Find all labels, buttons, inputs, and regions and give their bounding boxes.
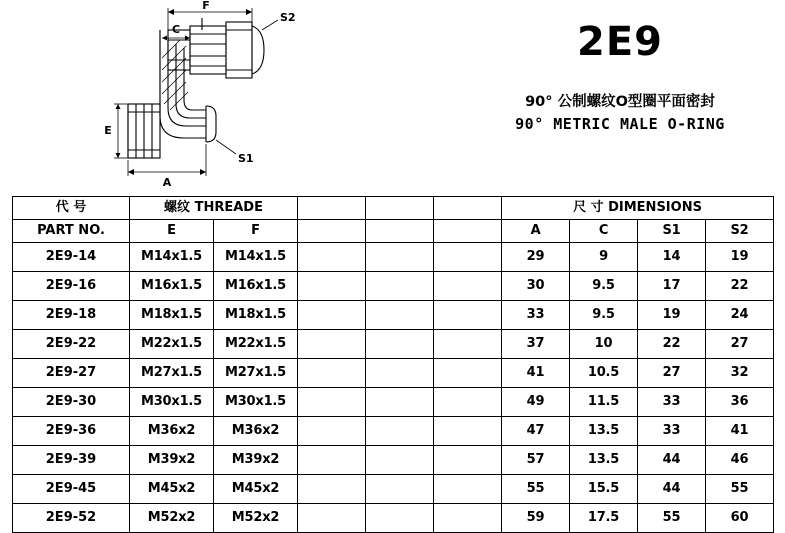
cell-blank-2 xyxy=(366,301,434,330)
cell-dim-c: 9.5 xyxy=(570,301,638,330)
cell-part-no: 2E9-52 xyxy=(13,504,130,533)
cell-dim-s2: 55 xyxy=(706,475,774,504)
drawing-label-c: C xyxy=(171,23,181,36)
header-blank-1 xyxy=(298,197,366,220)
cell-thread-e: M22x1.5 xyxy=(130,330,214,359)
subtitle-chinese: 90° 公制螺纹O型圈平面密封 xyxy=(525,94,715,110)
table-row xyxy=(13,446,774,475)
drawing-label-e: E xyxy=(104,124,112,137)
cell-part-no: 2E9-16 xyxy=(13,272,130,301)
table-row xyxy=(13,417,774,446)
fitting-drawing xyxy=(40,0,340,190)
header-code-cn: 代 号 xyxy=(13,197,130,220)
cell-dim-s2: 41 xyxy=(706,417,774,446)
cell-dim-c: 9.5 xyxy=(570,272,638,301)
cell-blank-3 xyxy=(434,359,502,388)
header-thread-e: E xyxy=(130,220,214,243)
header-blank-2 xyxy=(366,197,434,220)
header-blank-4 xyxy=(298,220,366,243)
cell-thread-f: M18x1.5 xyxy=(214,301,298,330)
table-row xyxy=(13,243,774,272)
cell-thread-e: M16x1.5 xyxy=(130,272,214,301)
table-row xyxy=(13,504,774,533)
cell-dim-s2: 24 xyxy=(706,301,774,330)
cell-thread-f: M27x1.5 xyxy=(214,359,298,388)
table-row xyxy=(13,388,774,417)
cell-dim-c: 13.5 xyxy=(570,417,638,446)
cell-blank-3 xyxy=(434,301,502,330)
table-row xyxy=(13,475,774,504)
cell-dim-s1: 33 xyxy=(638,417,706,446)
cell-blank-1 xyxy=(298,417,366,446)
cell-blank-1 xyxy=(298,388,366,417)
cell-dim-s2: 19 xyxy=(706,243,774,272)
cell-dim-s2: 36 xyxy=(706,388,774,417)
cell-dim-s1: 55 xyxy=(638,504,706,533)
cell-blank-1 xyxy=(298,330,366,359)
cell-dim-s1: 27 xyxy=(638,359,706,388)
cell-thread-e: M27x1.5 xyxy=(130,359,214,388)
cell-blank-1 xyxy=(298,301,366,330)
table-row xyxy=(13,359,774,388)
cell-dim-s2: 46 xyxy=(706,446,774,475)
cell-dim-a: 29 xyxy=(502,243,570,272)
cell-dim-a: 49 xyxy=(502,388,570,417)
cell-thread-f: M22x1.5 xyxy=(214,330,298,359)
specification-table xyxy=(12,196,774,533)
cell-dim-s1: 44 xyxy=(638,446,706,475)
cell-dim-s2: 27 xyxy=(706,330,774,359)
cell-blank-3 xyxy=(434,446,502,475)
header-dim-s1: S1 xyxy=(638,220,706,243)
cell-dim-a: 47 xyxy=(502,417,570,446)
cell-thread-e: M36x2 xyxy=(130,417,214,446)
cell-dim-s1: 33 xyxy=(638,388,706,417)
cell-blank-3 xyxy=(434,330,502,359)
cell-dim-a: 30 xyxy=(502,272,570,301)
header-dimensions-group: 尺 寸 DIMENSIONS xyxy=(502,197,774,220)
cell-thread-e: M52x2 xyxy=(130,504,214,533)
cell-thread-e: M14x1.5 xyxy=(130,243,214,272)
cell-part-no: 2E9-27 xyxy=(13,359,130,388)
cell-blank-1 xyxy=(298,446,366,475)
header-blank-3 xyxy=(434,197,502,220)
header-dim-s2: S2 xyxy=(706,220,774,243)
table-row xyxy=(13,330,774,359)
cell-dim-c: 10 xyxy=(570,330,638,359)
header-thread-f: F xyxy=(214,220,298,243)
cell-dim-a: 37 xyxy=(502,330,570,359)
drawing-label-s1: S1 xyxy=(238,152,254,165)
cell-dim-s1: 14 xyxy=(638,243,706,272)
cell-blank-3 xyxy=(434,475,502,504)
cell-dim-c: 9 xyxy=(570,243,638,272)
cell-dim-s2: 60 xyxy=(706,504,774,533)
cell-dim-c: 17.5 xyxy=(570,504,638,533)
drawing-label-s2: S2 xyxy=(280,11,296,24)
cell-blank-1 xyxy=(298,359,366,388)
cell-dim-c: 15.5 xyxy=(570,475,638,504)
cell-dim-s2: 22 xyxy=(706,272,774,301)
cell-thread-e: M39x2 xyxy=(130,446,214,475)
table-row xyxy=(13,272,774,301)
drawing-label-a: A xyxy=(162,176,172,189)
cell-thread-e: M18x1.5 xyxy=(130,301,214,330)
cell-dim-a: 57 xyxy=(502,446,570,475)
cell-blank-1 xyxy=(298,475,366,504)
cell-dim-a: 59 xyxy=(502,504,570,533)
cell-thread-f: M45x2 xyxy=(214,475,298,504)
drawing-label-f: F xyxy=(202,0,210,12)
title-block xyxy=(470,18,770,134)
cell-part-no: 2E9-22 xyxy=(13,330,130,359)
cell-part-no: 2E9-45 xyxy=(13,475,130,504)
header-blank-6 xyxy=(434,220,502,243)
cell-dim-c: 10.5 xyxy=(570,359,638,388)
cell-thread-f: M36x2 xyxy=(214,417,298,446)
cell-thread-f: M30x1.5 xyxy=(214,388,298,417)
cell-dim-a: 41 xyxy=(502,359,570,388)
cell-blank-2 xyxy=(366,504,434,533)
table-row xyxy=(13,301,774,330)
cell-dim-s1: 44 xyxy=(638,475,706,504)
cell-dim-a: 33 xyxy=(502,301,570,330)
cell-part-no: 2E9-18 xyxy=(13,301,130,330)
cell-dim-s1: 19 xyxy=(638,301,706,330)
cell-blank-2 xyxy=(366,330,434,359)
header-blank-5 xyxy=(366,220,434,243)
header-dim-a: A xyxy=(502,220,570,243)
cell-thread-f: M16x1.5 xyxy=(214,272,298,301)
cell-part-no: 2E9-14 xyxy=(13,243,130,272)
cell-blank-2 xyxy=(366,417,434,446)
page-title: 2E9 xyxy=(577,19,663,65)
header-thread-group: 螺纹 THREADE xyxy=(130,197,298,220)
table-header-row-2 xyxy=(13,220,774,243)
cell-part-no: 2E9-39 xyxy=(13,446,130,475)
cell-blank-3 xyxy=(434,388,502,417)
cell-blank-1 xyxy=(298,504,366,533)
cell-dim-s1: 17 xyxy=(638,272,706,301)
cell-blank-3 xyxy=(434,504,502,533)
cell-blank-1 xyxy=(298,243,366,272)
cell-dim-a: 55 xyxy=(502,475,570,504)
cell-thread-e: M30x1.5 xyxy=(130,388,214,417)
cell-thread-e: M45x2 xyxy=(130,475,214,504)
table-header-row-1 xyxy=(13,197,774,220)
header-dim-c: C xyxy=(570,220,638,243)
subtitle-english: 90° METRIC MALE O-RING xyxy=(515,115,725,133)
cell-thread-f: M39x2 xyxy=(214,446,298,475)
cell-blank-3 xyxy=(434,272,502,301)
cell-blank-2 xyxy=(366,446,434,475)
header-part-no: PART NO. xyxy=(13,220,130,243)
cell-dim-c: 11.5 xyxy=(570,388,638,417)
cell-blank-1 xyxy=(298,272,366,301)
cell-part-no: 2E9-36 xyxy=(13,417,130,446)
cell-dim-s2: 32 xyxy=(706,359,774,388)
cell-blank-2 xyxy=(366,388,434,417)
cell-blank-2 xyxy=(366,243,434,272)
cell-blank-2 xyxy=(366,359,434,388)
cell-blank-2 xyxy=(366,272,434,301)
cell-blank-2 xyxy=(366,475,434,504)
cell-dim-s1: 22 xyxy=(638,330,706,359)
cell-thread-f: M14x1.5 xyxy=(214,243,298,272)
cell-thread-f: M52x2 xyxy=(214,504,298,533)
cell-dim-c: 13.5 xyxy=(570,446,638,475)
header-area xyxy=(0,0,785,192)
cell-blank-3 xyxy=(434,243,502,272)
cell-part-no: 2E9-30 xyxy=(13,388,130,417)
cell-blank-3 xyxy=(434,417,502,446)
